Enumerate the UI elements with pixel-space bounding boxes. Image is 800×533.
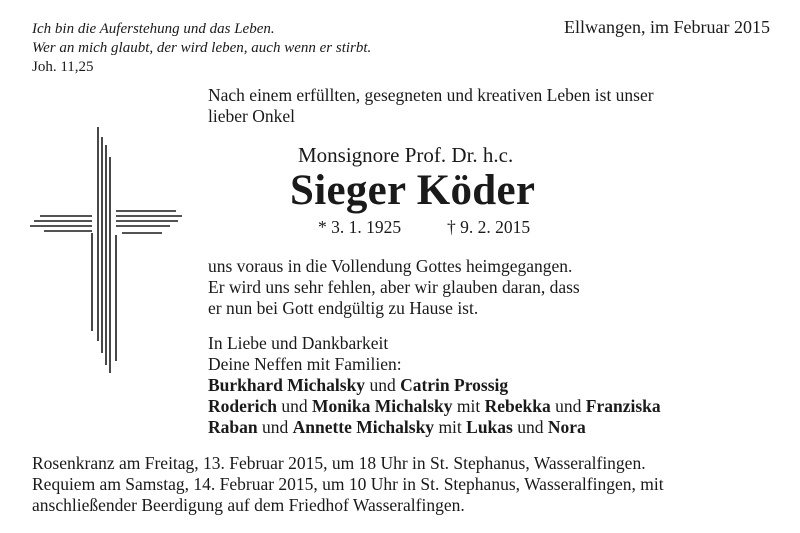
mourner-name: Raban (208, 417, 258, 437)
mourner-name: Catrin Prossig (400, 375, 509, 395)
connector: und (365, 375, 401, 395)
services-line-2: Requiem am Samstag, 14. Februar 2015, um 10 Uhr in St. Stephanus, Wasseralfingen, mit (32, 474, 664, 494)
verse-reference: Joh. 11,25 (32, 59, 94, 75)
mourners-row-3 (208, 417, 661, 438)
mourner-name: Nora (547, 417, 586, 437)
mourners-line-1: In Liebe und Dankbarkeit (208, 333, 389, 353)
message-line-3: er nun bei Gott endgültig zu Hause ist. (208, 298, 479, 318)
services-info (32, 453, 664, 516)
connector: und (277, 396, 313, 416)
verse-line-1: Ich bin die Auferstehung und das Leben. (32, 21, 275, 37)
connector: und (512, 417, 548, 437)
mourners-row-1 (208, 375, 661, 396)
mourner-name: Franziska (585, 396, 661, 416)
message-text (208, 256, 580, 319)
message-line-1: uns voraus in die Vollendung Gottes heimgegangen. (208, 256, 573, 276)
mourner-name: Roderich (208, 396, 278, 416)
intro-line-1: Nach einem erfüllten, gesegneten und kreativen Leben ist unser (208, 85, 654, 105)
services-line-1: Rosenkranz am Freitag, 13. Februar 2015, um 18 Uhr in St. Stephanus, Wasseralfingen. (32, 453, 646, 473)
connector: mit (434, 417, 467, 437)
connector: und (550, 396, 586, 416)
deceased-name: Sieger Köder (290, 167, 536, 214)
mourners-line-2: Deine Neffen mit Familien: (208, 354, 402, 374)
death-date: † 9. 2. 2015 (447, 217, 531, 237)
mourner-name: Annette Michalsky (292, 417, 435, 437)
bible-verse (32, 20, 371, 77)
intro-text (208, 85, 654, 127)
connector: und (257, 417, 293, 437)
mourner-name: Burkhard Michalsky (208, 375, 366, 395)
message-line-2: Er wird uns sehr fehlen, aber wir glauben daran, dass (208, 277, 580, 297)
mourners-block (208, 333, 661, 438)
deceased-title: Monsignore Prof. Dr. h.c. (298, 143, 514, 167)
mourners-row-2 (208, 396, 661, 417)
cross-icon (30, 125, 186, 375)
connector: mit (452, 396, 485, 416)
mourner-name: Rebekka (484, 396, 551, 416)
verse-line-2: Wer an mich glaubt, der wird leben, auch wenn er stirbt. (32, 40, 372, 56)
birth-date: * 3. 1. 1925 (318, 217, 402, 237)
mourner-name: Monika Michalsky (312, 396, 453, 416)
place-date: Ellwangen, im Februar 2015 (564, 17, 770, 37)
intro-line-2: lieber Onkel (208, 106, 295, 126)
services-line-3: anschließender Beerdigung auf dem Friedhof Wasseralfingen. (32, 495, 465, 515)
mourner-name: Lukas (466, 417, 513, 437)
